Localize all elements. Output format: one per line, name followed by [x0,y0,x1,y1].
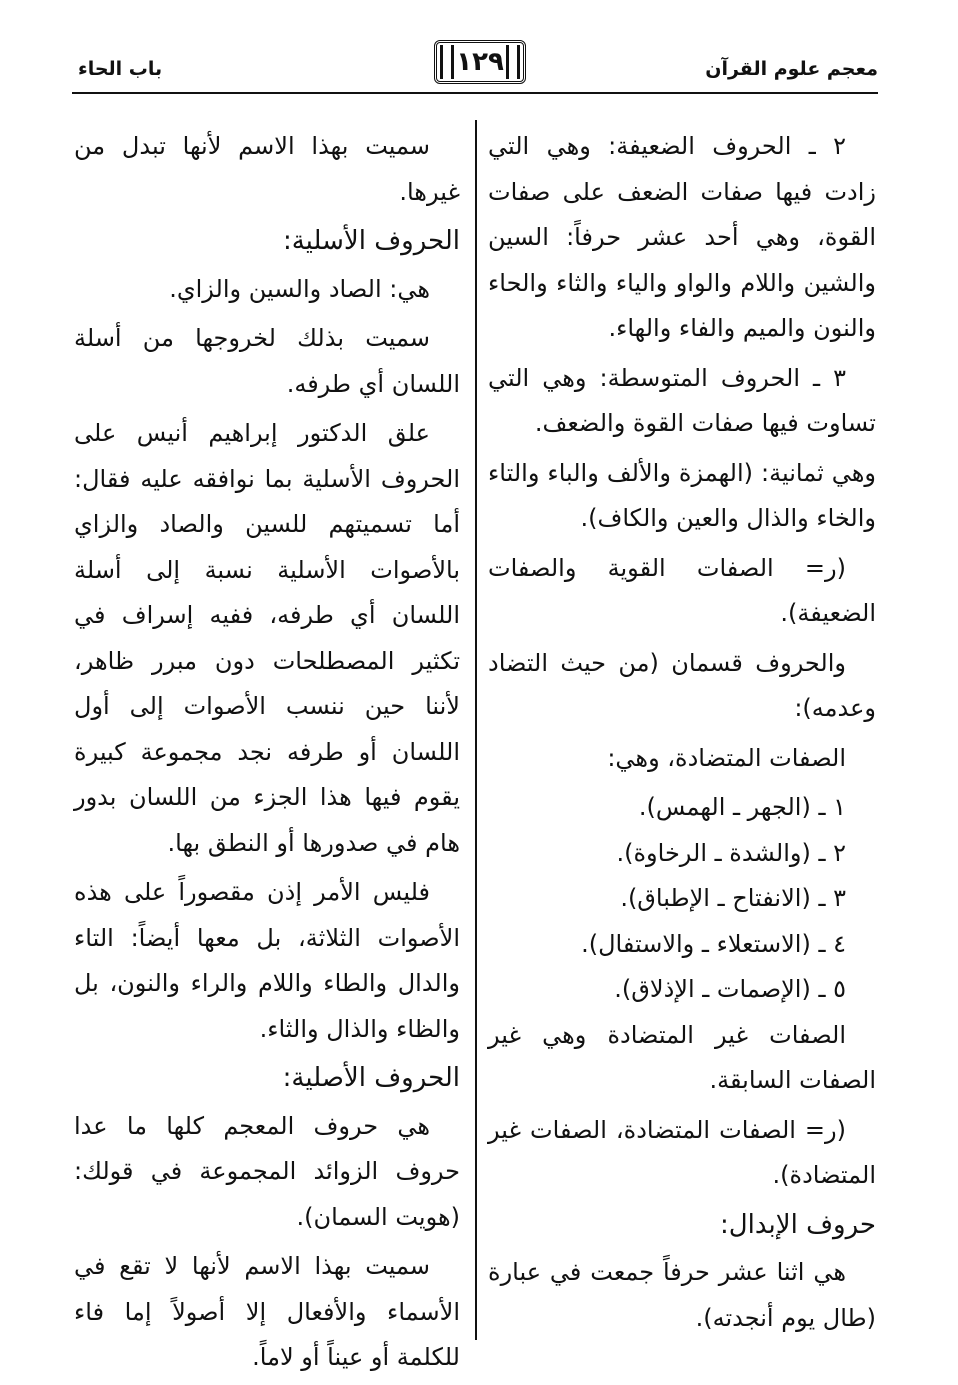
paragraph-reference-2: (ر= الصفات المتضادة، الصفات غير المتضادة). [488,1115,876,1189]
list-item: ٢ ـ (والشدة ـ الرخاوة). [616,838,846,867]
page-header [72,30,878,92]
paragraph-non-opposite-traits: الصفات غير المتضادة وهي غير الصفات السابقة. [488,1020,876,1094]
heading-root-letters: الحروف الأصلية: [282,1063,460,1093]
paragraph-apical-letters: هي: الصاد والسين والزاي. [169,274,430,303]
left-column [74,124,460,1385]
page-number: ١٢٩ [434,40,526,84]
paragraph-reference-1: (ر= الصفات القوية والصفات الضعيفة). [488,553,876,627]
paragraph-opposite-traits: الصفات المتضادة، وهي: [607,743,846,772]
paragraph-root-naming: سميت بهذا الاسم لأنها لا تقع في الأسماء والأفعال إلا أصولاً إما فاء للكلمة أو عيناً أو لاماً. [74,1252,460,1371]
chapter-title: باب الحاء [78,58,163,80]
right-column [488,124,876,1345]
paragraph-medium-letters: ٣ ـ الحروف المتوسطة: وهي التي تساوت فيها صفات القوة والضعف. [488,363,876,437]
book-title: معجم علوم القرآن [705,58,878,80]
header-divider [72,92,878,94]
paragraph-substitution-naming: سميت بهذا الاسم لأنها تبدل من غيرها. [74,132,460,206]
paragraph-root-letters: هي حروف المعجم كلها ما عدا حروف الزوائد المجموعة في قولك: (هويت السمان). [74,1111,460,1231]
opposite-traits-list [488,785,876,1013]
column-divider [475,120,477,1340]
list-item: ٣ ـ (الانفتاح ـ الإطباق). [620,884,846,912]
list-item: ٤ ـ (الاستعلاء ـ والاستفال). [581,929,846,958]
paragraph-medium-letters-list: وهي ثمانية: (الهمزة والألف والباء والتاء والخاء والذال والعين والكاف). [488,458,876,532]
list-item: ١ ـ (الجهر ـ الهمس). [638,793,846,821]
paragraph-substitution-letters: هي اثنا عشر حرفاً جمعت في عبارة (طال يوم أنجدته). [488,1258,876,1332]
heading-apical-letters: الحروف الأسلية: [282,226,460,256]
paragraph-anis-comment: علق الدكتور إبراهيم أنيس على الحروف الأسلية بما نوافقه عليه فقال: أما تسميتهم للسين والصاد والزاي بالأصوات الأسلية نسبة إلى أسلة اللسان أي طرفه، ففيه إسراف في تكثير المصطلحات دون مبرر ظاهر، لأننا حين ننسب الأصوات إلى أول اللسان أو طرفه نجد مجموعة كبيرة يقوم فيها هذا الجزء من اللسان بدور هام في صدورها أو النطق بها. [74,419,460,857]
heading-substitution-letters: حروف الإبدال: [720,1209,876,1240]
paragraph-weak-letters: ٢ ـ الحروف الضعيفة: وهي التي زادت فيها صفات الضعف على صفات القوة، وهي أحد عشر حرفاً: السين والشين واللام والواو والياء والثاء والحاء والنون والميم والفاء والهاء. [488,132,876,342]
paragraph-not-limited: فليس الأمر إذن مقصوراً على هذه الأصوات الثلاثة، بل معها أيضاً: التاء والدال والطاء واللام والراء والنون، بل والظاء والذال والثاء. [74,878,460,1043]
paragraph-apical-naming: سميت بذلك لخروجها من أسلة اللسان أي طرفه. [74,324,460,398]
paragraph-two-kinds: والحروف قسمان (من حيث التضاد وعدمه): [488,648,876,722]
list-item: ٥ ـ (الإصمات ـ الإذلاق). [614,975,846,1003]
